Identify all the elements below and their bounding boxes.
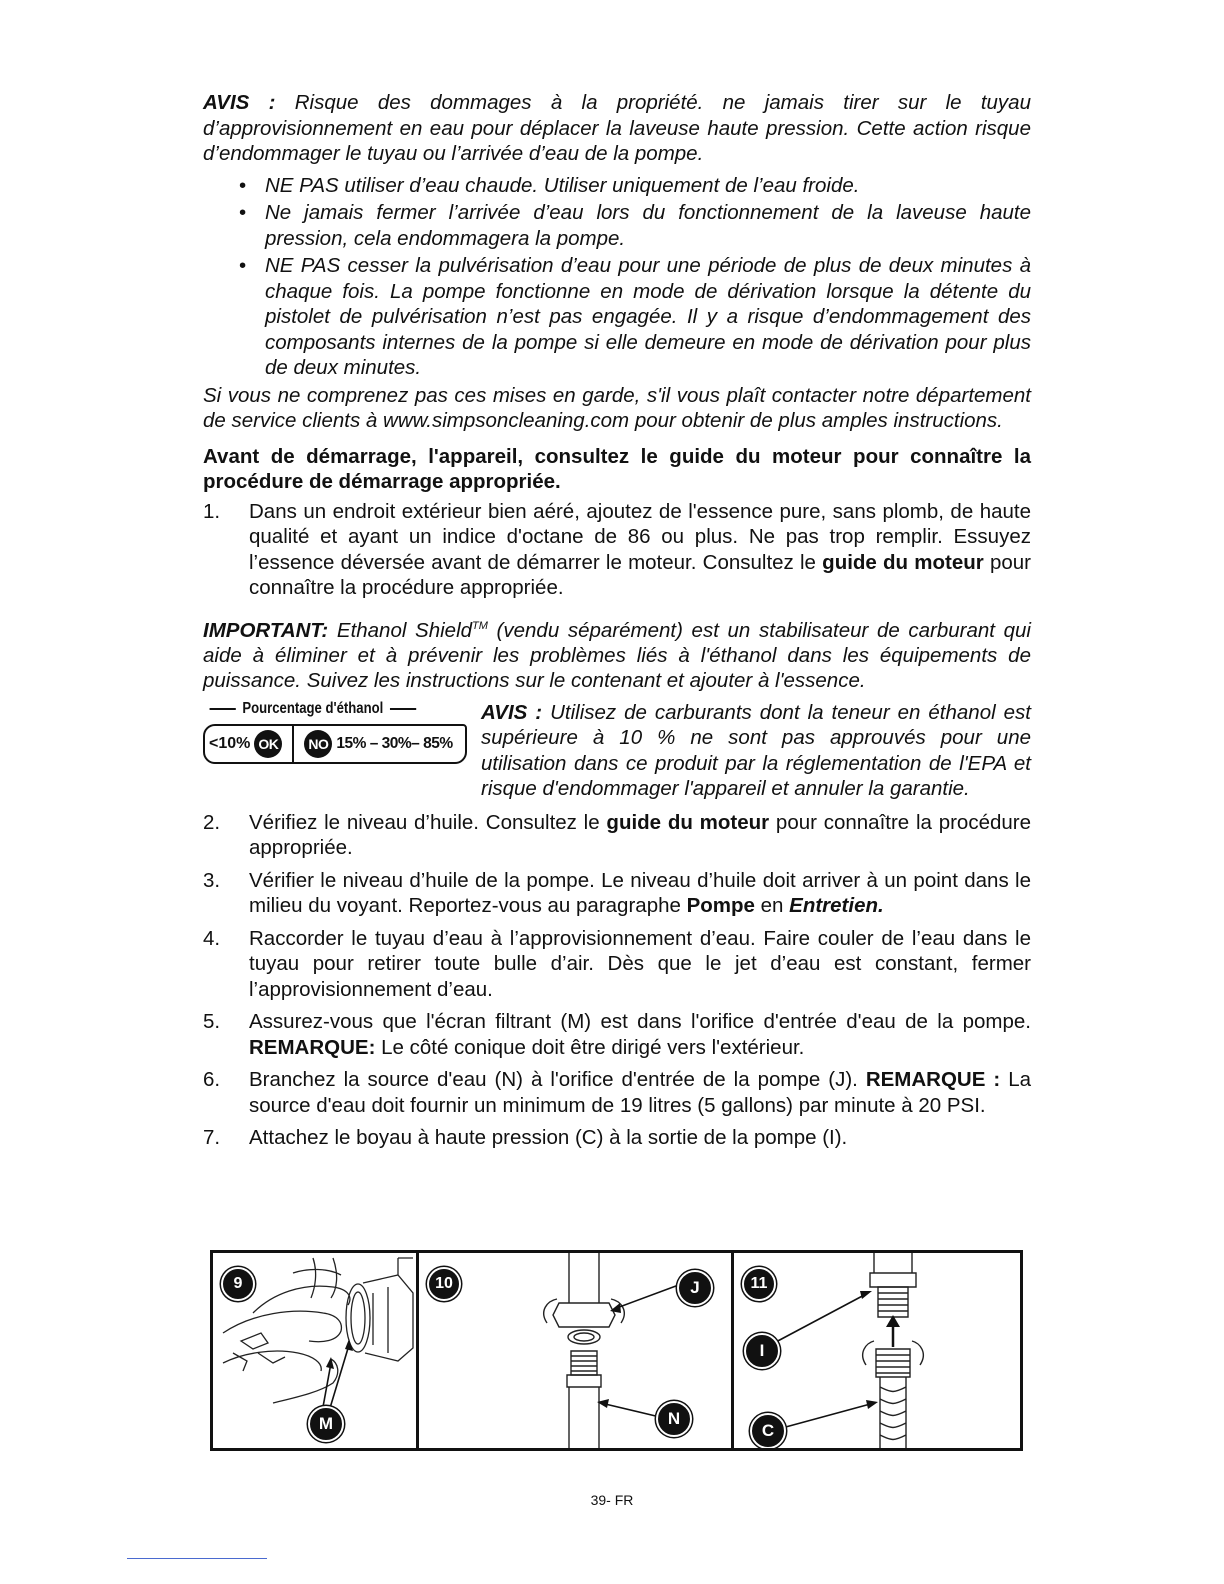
ok-badge: OK <box>254 730 282 758</box>
no-badge: NO <box>304 730 332 758</box>
divider <box>292 725 294 763</box>
avis-property-notice <box>203 90 1031 167</box>
callout-c: C <box>750 1413 786 1448</box>
warning-bullets <box>203 173 1031 381</box>
page-number: 39- FR <box>590 1492 634 1508</box>
figure-number-badge: 11 <box>742 1267 776 1301</box>
startup-heading: Avant de démarrage, l'appareil, consultez le guide du moteur pour connaître la procédure de démarrage appropriée. <box>203 444 1031 493</box>
important-note: IMPORTANT: Ethanol Shield™ (vendu séparément) est un stabilisateur de carburant qui aide à éliminer et à prévenir les problèmes liés à l'éthanol dans les équipements de puissance. Suivez les instructions sur le contenant et ajouter à l'essence. <box>203 618 1031 693</box>
bullet-dot: • <box>239 173 247 197</box>
figure-9 <box>213 1253 416 1448</box>
step-6: 6. Branchez la source d'eau (N) à l'orifice d'entrée de la pompe (J). REMARQUE : La source d'eau doit fournir un minimum de 19 litres (5 gallons) par minute à 20 PSI. <box>203 1068 1031 1117</box>
callout-j: J <box>677 1270 713 1306</box>
step-5: 5. Assurez-vous que l'écran filtrant (M) est dans l'orifice d'entrée d'eau de la pompe. REMARQUE: Le côté conique doit être dirigé vers l'extérieur. <box>203 1010 1031 1059</box>
callout-m: M <box>308 1406 344 1442</box>
step-4: 4. Raccorder le tuyau d’eau à l’approvisionnement d’eau. Faire couler de l’eau dans le tuyau pour retirer toute bulle d’air. Dès que le jet d’eau est constant, fermer l’approvisionnement d’eau. <box>203 926 1031 1001</box>
step-list-1 <box>203 499 1031 601</box>
avis-label: AVIS : <box>203 91 276 114</box>
callout-i: I <box>744 1333 780 1369</box>
step-1: 1. Dans un endroit extérieur bien aéré, ajoutez de l'essence pure, sans plomb, de haute qualité et ayant un indice d'octane de 86 ou plus. Ne pas trop remplir. Essuyez l’essence déversée avant de démarrer le moteur. Consultez le guide du moteur pour connaître la procédure appropriée. <box>203 499 1031 599</box>
ethanol-no-zone: NO 15% – 30%– 85% <box>300 730 452 758</box>
figure-11 <box>731 1253 1020 1448</box>
ethanol-percentage-graphic <box>203 700 471 774</box>
ethanol-avis: AVIS : Utilisez de carburants dont la teneur en éthanol est supérieure à 10 % ne sont pas approuvés pour une utilisation dans ce produit par la réglementation de l'EPA et risque d'endommager l'appareil et annuler la garantie. <box>481 700 1031 801</box>
step-7: 7. Attachez le boyau à haute pression (C) à la sortie de la pompe (I). <box>203 1126 848 1150</box>
list-item: • NE PAS cesser la pulvérisation d’eau pour une période de plus de deux minutes à chaque fois. La pompe fonctionne en mode de dérivation lorsque la détente du pistolet de pulvérisation n’est pas engagée. Il y a risque d’endommagement des composants internes de la pompe si elle demeure en mode de dérivation pour plus de deux minutes. <box>239 254 1031 379</box>
contact-text: Si vous ne comprenez pas ces mises en garde, s'il vous plaît contacter notre département de service clients à www.simpsoncleaning.com pour obtenir de plus amples instructions. <box>203 383 1031 432</box>
ethanol-section <box>203 700 1031 802</box>
ethanol-title: Pourcentage d'éthanol <box>203 700 471 718</box>
ethanol-ok-zone: <10% OK <box>205 730 286 758</box>
bullet-dot: • <box>239 254 247 277</box>
list-item: • NE PAS utiliser d’eau chaude. Utiliser uniquement de l’eau froide. <box>239 173 860 197</box>
step-list-2 <box>203 810 1031 1151</box>
figure-10 <box>416 1253 731 1448</box>
figure-number-badge: 10 <box>427 1267 461 1301</box>
page-content <box>203 90 1031 1158</box>
step-3: 3. Vérifier le niveau d’huile de la pompe. Le niveau d’huile doit arriver à un point dans le milieu du voyant. Reportez-vous au paragraphe Pompe en Entretien. <box>203 868 1031 918</box>
callout-n: N <box>656 1401 692 1437</box>
list-item: • Ne jamais fermer l’arrivée d’eau lors du fonctionnement de la laveuse haute pression, cela endommagera la pompe. <box>239 201 1031 250</box>
figure-number-badge: 9 <box>221 1267 255 1301</box>
avis-text: Risque des dommages à la propriété. ne jamais tirer sur le tuyau d’approvisionnement en eau pour déplacer la laveuse haute pression. Cette action risque d’endommager le tuyau ou l’arrivée d’eau de la pompe. <box>203 91 1031 165</box>
bullet-dot: • <box>239 201 247 224</box>
ethanol-scale-box <box>203 724 467 764</box>
footer-rule <box>127 1558 267 1559</box>
step-2: 2. Vérifiez le niveau d’huile. Consultez le guide du moteur pour connaître la procédure appropriée. <box>203 810 1031 860</box>
figure-strip <box>210 1250 1023 1451</box>
